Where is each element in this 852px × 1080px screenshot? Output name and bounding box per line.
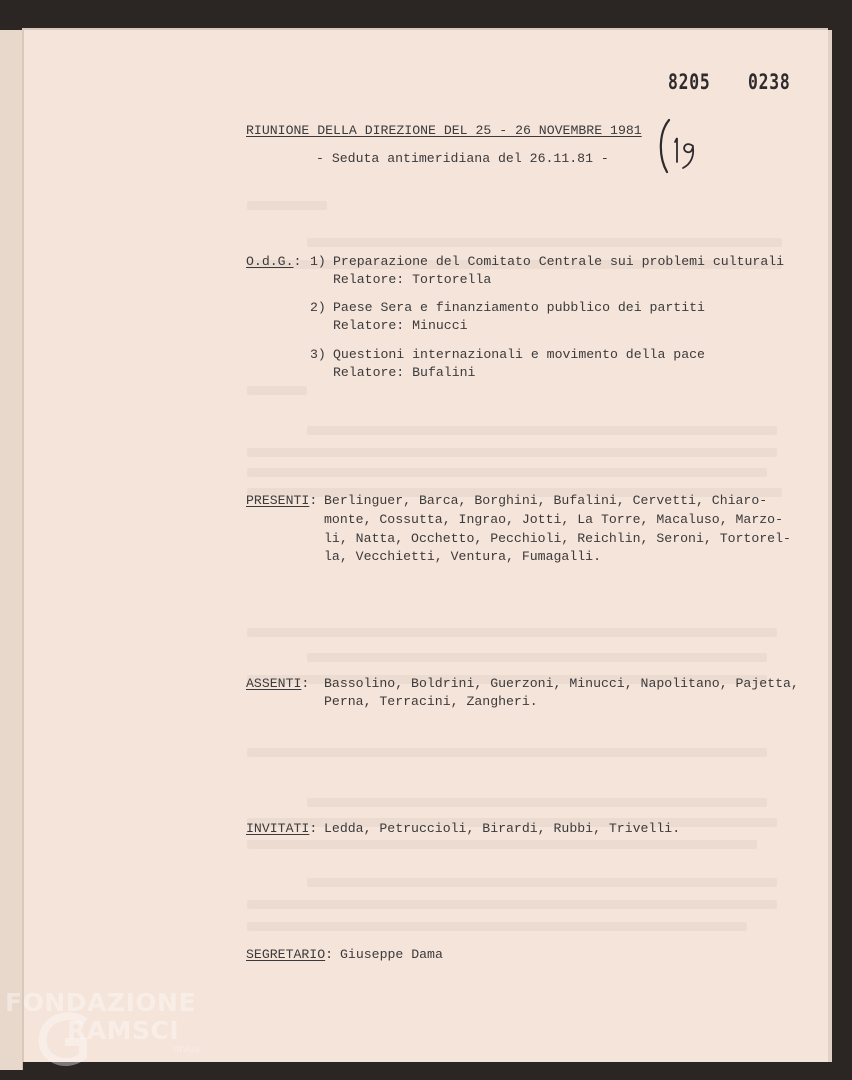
invitati-text: Ledda, Petruccioli, Birardi, Rubbi, Trivelli. <box>324 821 681 836</box>
archive-stamp-left: 8205 <box>668 70 711 94</box>
odg-item-2-num: 2) <box>310 300 326 315</box>
odg-item-1-text: Preparazione del Comitato Centrale sui problemi culturali <box>333 254 785 269</box>
odg-item-2-text: Paese Sera e finanziamento pubblico dei partiti <box>333 300 705 315</box>
odg-item-3-relatore: Relatore: Bufalini <box>333 365 476 380</box>
watermark-line-1: FONDAZIONE <box>5 988 197 1017</box>
odg-item-2-relatore: Relatore: Minucci <box>333 318 468 333</box>
underlying-page-edge <box>0 30 23 1070</box>
assenti-label-row: ASSENTI: <box>246 676 310 691</box>
invitati-label: INVITATI <box>246 821 310 836</box>
odg-item-3-text: Questioni internazionali e movimento della pace <box>333 347 705 362</box>
odg-label-row: O.d.G.: <box>246 254 302 269</box>
page-right-edge <box>828 30 832 1062</box>
odg-item-1-num: 1) <box>310 254 326 269</box>
presenti-line-3: li, Natta, Occhetto, Pecchioli, Reichlin, Seroni, Tortorel- <box>324 531 791 546</box>
odg-item-1-relatore: Relatore: Tortorella <box>333 272 492 287</box>
assenti-line-1: Bassolino, Boldrini, Guerzoni, Minucci, Napolitano, Pajetta, <box>324 676 799 691</box>
presenti-line-1: Berlinguer, Barca, Borghini, Bufalini, Cervetti, Chiaro- <box>324 493 768 508</box>
invitati-label-row: INVITATI: <box>246 821 318 836</box>
assenti-line-2: Perna, Terracini, Zangheri. <box>324 694 538 709</box>
presenti-label-row: PRESENTI: <box>246 493 318 508</box>
odg-label: O.d.G. <box>246 254 294 269</box>
presenti-label: PRESENTI <box>246 493 310 508</box>
assenti-label: ASSENTI <box>246 676 302 691</box>
segretario-label-row: SEGRETARIO: <box>246 947 334 962</box>
presenti-line-4: la, Vecchietti, Ventura, Fumagalli. <box>324 549 601 564</box>
segretario-label: SEGRETARIO <box>246 947 326 962</box>
archive-stamp-right: 0238 <box>748 70 791 94</box>
presenti-line-2: monte, Cossutta, Ingrao, Jotti, La Torre, Macaluso, Marzo- <box>324 512 783 527</box>
odg-item-3-num: 3) <box>310 347 326 362</box>
segretario-text: Giuseppe Dama <box>340 947 443 962</box>
document-title: RIUNIONE DELLA DIREZIONE DEL 25 - 26 NOVEMBRE 1981 <box>246 123 642 138</box>
document-subtitle: - Seduta antimeridiana del 26.11.81 - <box>316 151 609 166</box>
fondazione-gramsci-watermark <box>5 988 220 1068</box>
watermark-line-2: RAMSCI <box>67 1016 180 1045</box>
watermark-line-3: onlus <box>173 1044 200 1055</box>
handwritten-annotation <box>655 118 703 174</box>
